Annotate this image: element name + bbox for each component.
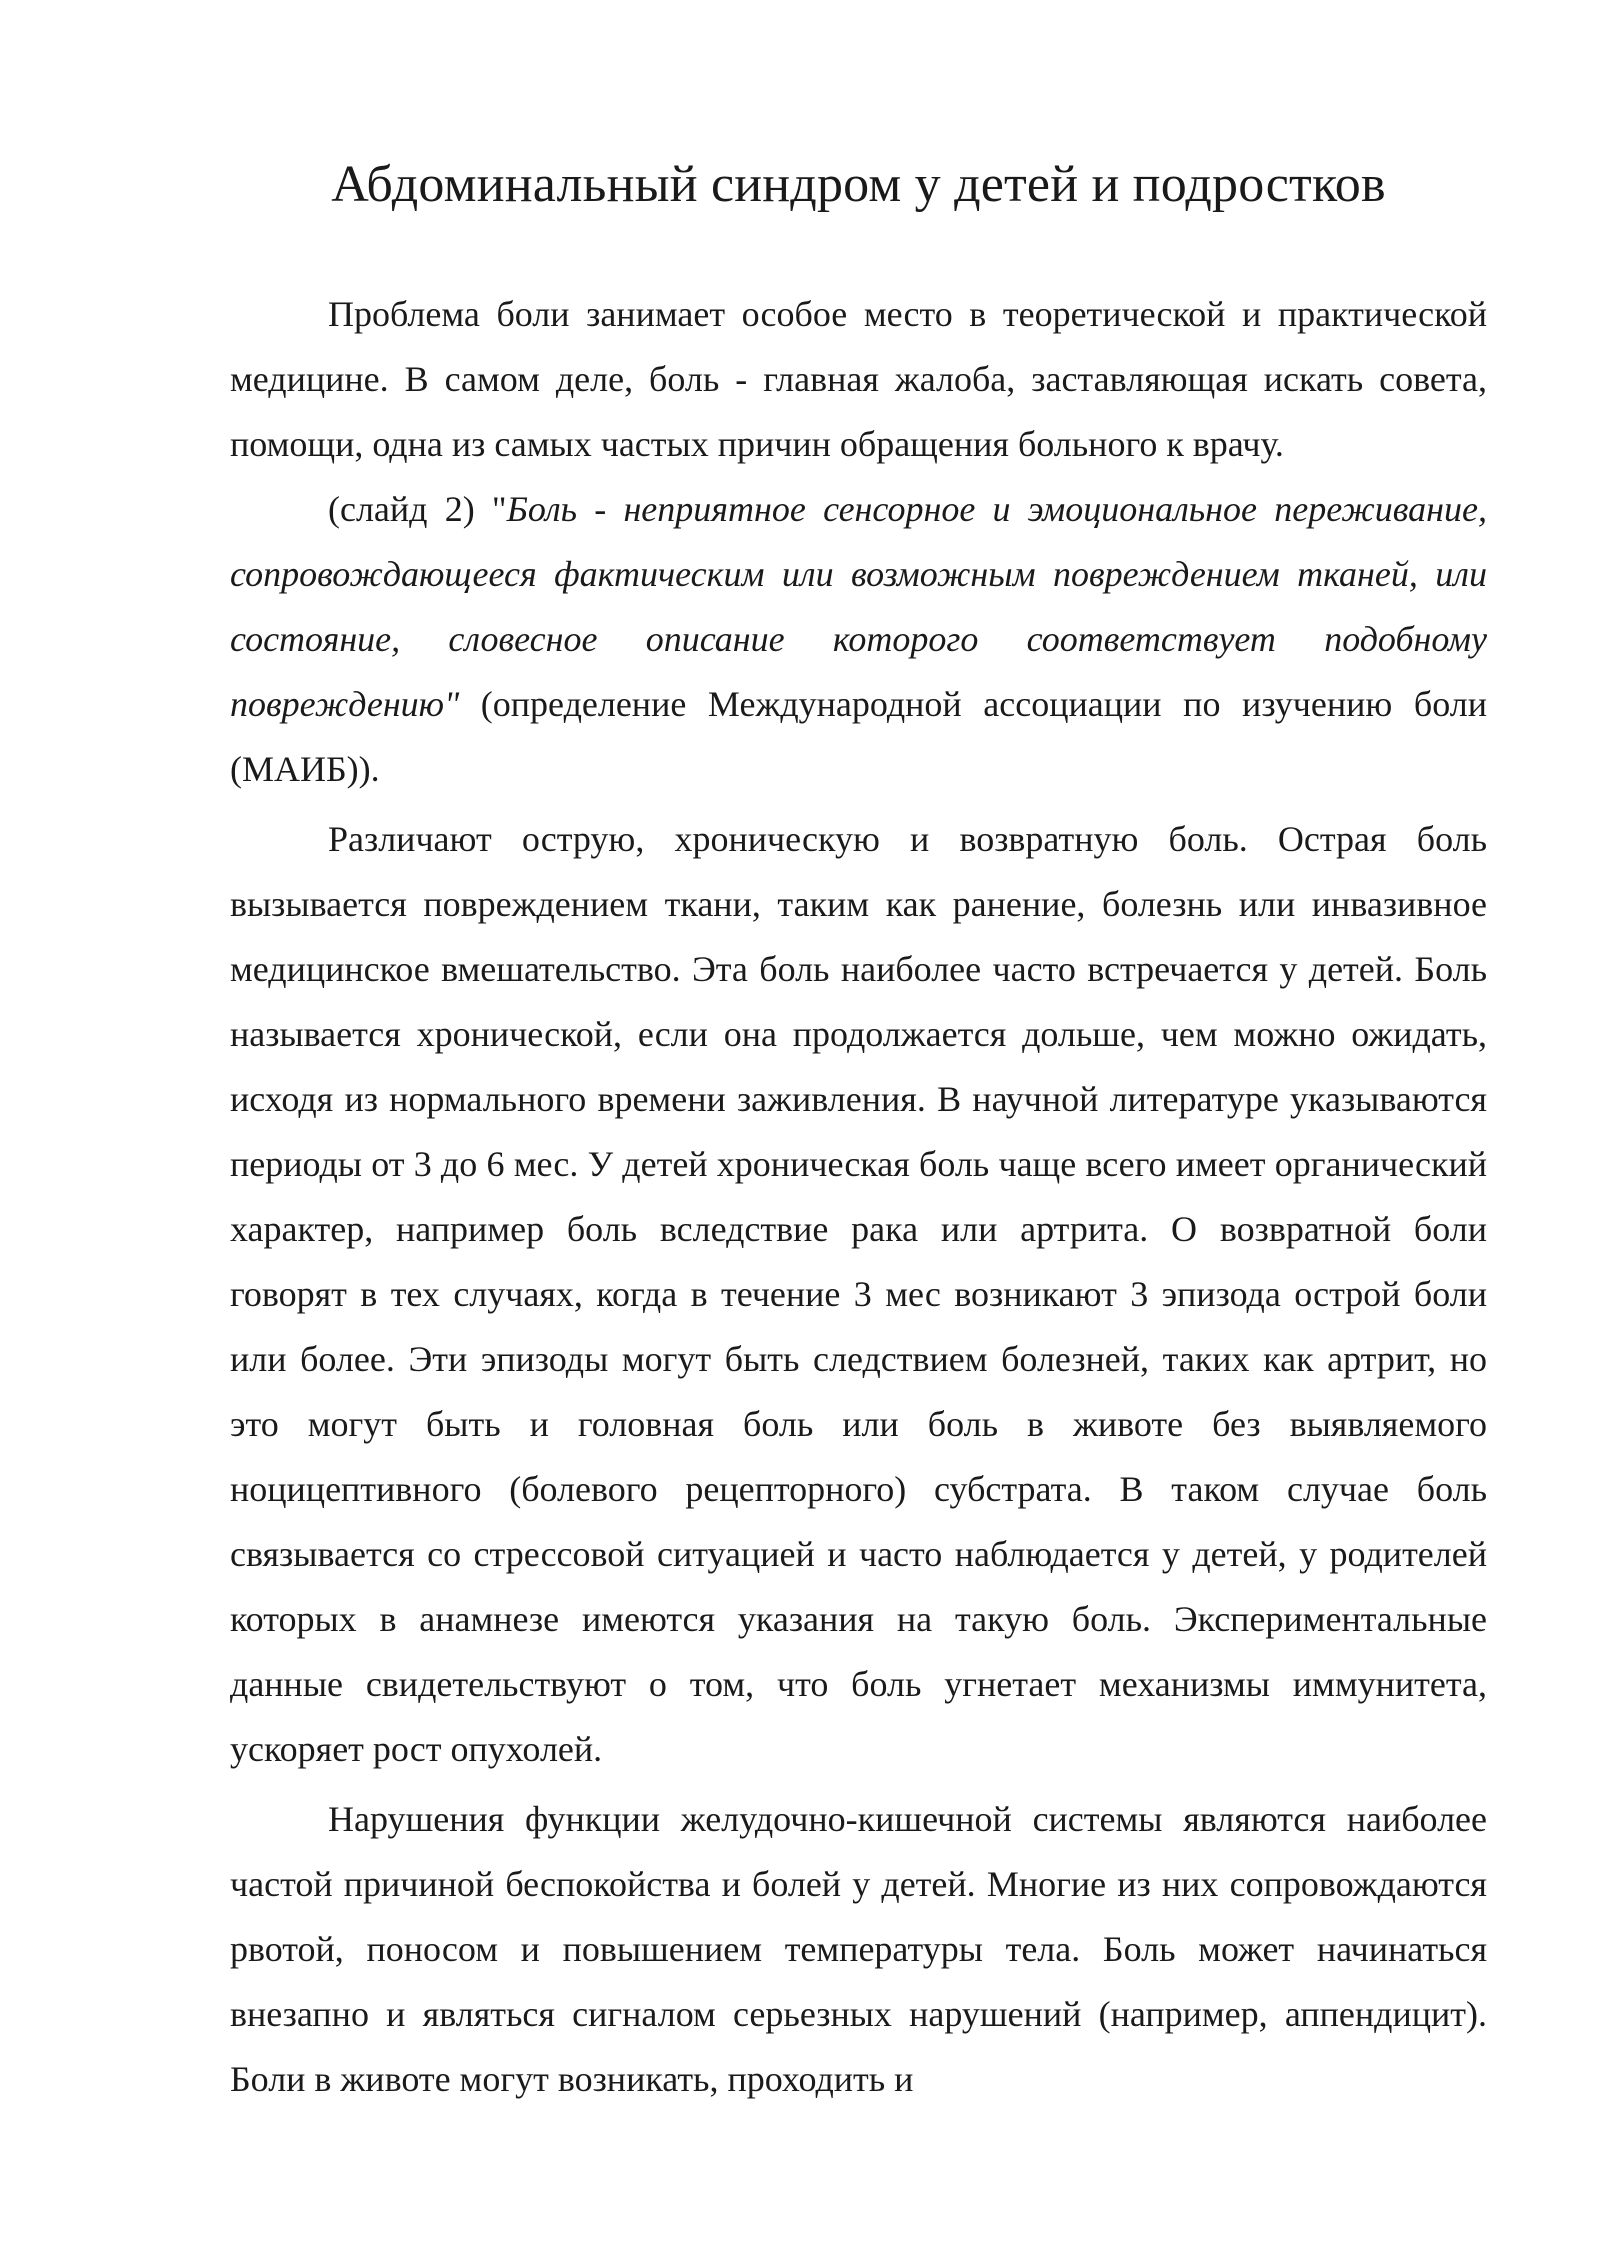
paragraph-pain-problem: Проблема боли занимает особое место в теоретической и практической медицине. В самом деле, боль - главная жалоба, заставляющая искать совета, помощи, одна из самых частых причин обращения больного к врачу.: [230, 294, 1487, 464]
paragraph-gi-disorders: Нарушения функции желудочно-кишечной системы являются наиболее частой причиной беспокойства и болей у детей. Многие из них сопровождаются рвотой, поносом и повышением температуры тела. Боль может начинаться внезапно и являться сигналом серьезных нарушений (например, аппендицит). Боли в животе могут возникать, проходить и: [230, 1799, 1487, 2099]
paragraph-pain-definition: [230, 477, 1487, 802]
definition-source: (определение Международной ассоциации по изучению боли (МАИБ)).: [230, 684, 1487, 789]
paragraph-pain-types: Различают острую, хроническую и возвратную боль. Острая боль вызывается повреждением ткани, таким как ранение, болезнь или инвазивное медицинское вмешательство. Эта боль наиболее часто встречается у детей. Боль называется хронической, если она продолжается дольше, чем можно ожидать, исходя из нормального времени заживления. В научной литературе указываются периоды от 3 до 6 мес. У детей хроническая боль чаще всего имеет органический характер, например боль вследствие рака или артрита. О возвратной боли говорят в тех случаях, когда в течение 3 мес возникают 3 эпизода острой боли или более. Эти эпизоды могут быть следствием болезней, таких как артрит, но это могут быть и головная боль или боль в животе без выявляемого ноцицептивного (болевого рецепторного) субстрата. В таком случае боль связывается со стрессовой ситуацией и часто наблюдается у детей, у родителей которых в анамнезе имеются указания на такую боль. Экспериментальные данные свидетельствуют о том, что боль угнетает механизмы иммунитета, ускоряет рост опухолей.: [230, 819, 1487, 1769]
slide-reference: (слайд 2) ": [328, 489, 507, 529]
document-body: [230, 150, 1487, 2112]
document-title: Абдоминальный синдром у детей и подростков: [331, 156, 1386, 213]
definition-quote: Боль - неприятное сенсорное и эмоциональное переживание, сопровождающееся фактическим или возможным повреждением тканей, или состояние, словесное описание которого соответствует подобному повреждению": [230, 489, 1487, 724]
